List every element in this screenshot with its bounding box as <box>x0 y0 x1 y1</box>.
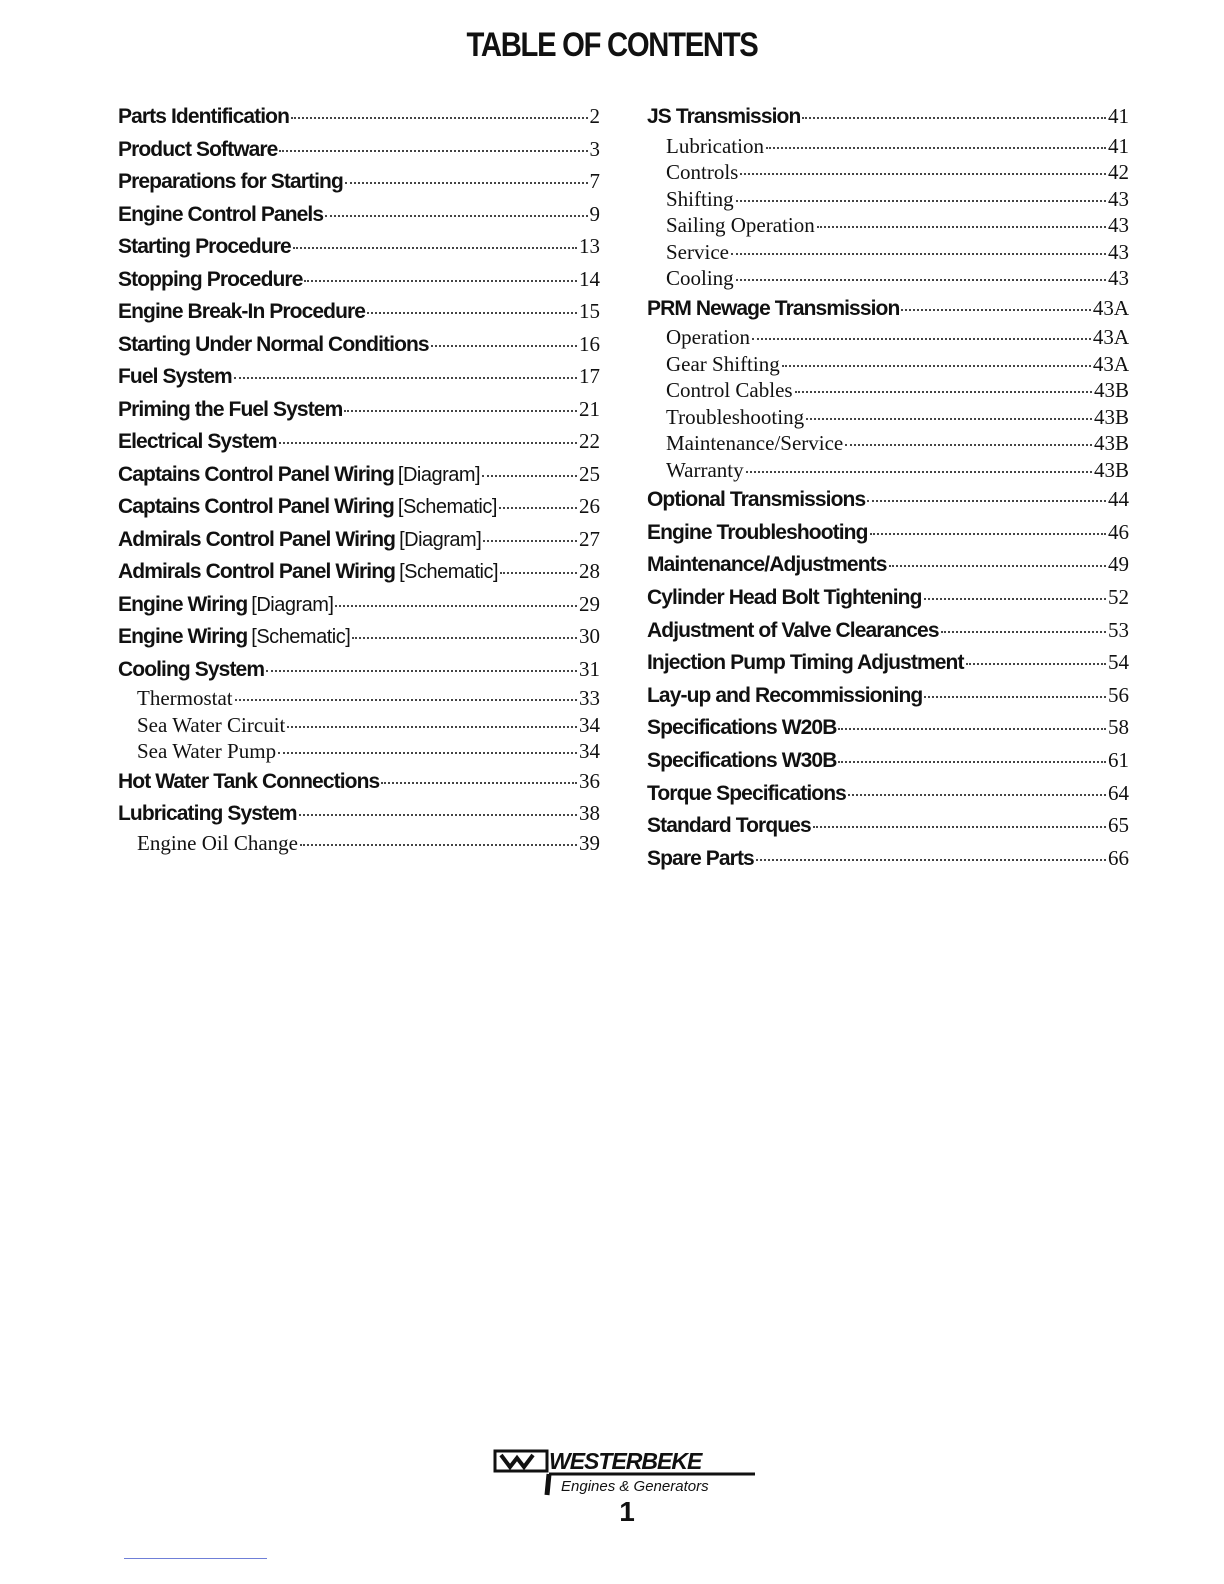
toc-entry-text <box>118 524 481 559</box>
toc-entry-text <box>647 239 729 269</box>
toc-page-number: 61 <box>1108 747 1129 772</box>
toc-subentry[interactable] <box>118 738 600 765</box>
toc-entry[interactable] <box>118 523 600 556</box>
dot-leader <box>291 117 587 119</box>
toc-entry-text <box>647 324 750 354</box>
toc-entry-label: Sailing Operation <box>666 213 815 238</box>
toc-page-number: 39 <box>579 830 600 855</box>
dot-leader <box>381 782 577 784</box>
toc-entry-note: [Diagram] <box>399 528 482 551</box>
logo-stem <box>547 1474 549 1495</box>
toc-page-number: 16 <box>579 331 600 356</box>
toc-subentry[interactable] <box>647 324 1129 351</box>
toc-entry-note: [Schematic] <box>397 496 497 518</box>
toc-entry-label: Controls <box>666 160 739 185</box>
toc-page-number: 13 <box>579 234 600 258</box>
toc-entry-text <box>647 293 899 328</box>
toc-page-number: 25 <box>579 461 600 486</box>
footer-rule <box>124 1558 267 1559</box>
toc-entry-text <box>118 459 480 494</box>
toc-subentry[interactable] <box>647 265 1129 292</box>
toc-page-number: 43A <box>1092 325 1129 350</box>
dot-leader <box>848 794 1106 796</box>
toc-entry-label: Standard Torques <box>647 814 811 838</box>
toc-entry[interactable] <box>647 614 1129 647</box>
dot-leader <box>278 752 577 754</box>
toc-entry[interactable] <box>118 230 600 263</box>
toc-page-number: 14 <box>579 266 600 291</box>
toc-entry-text <box>647 712 836 747</box>
toc-entry-label: Lubrication <box>666 133 764 158</box>
toc-entry[interactable] <box>118 393 600 426</box>
toc-entry-label: Lay-up and Recommissioning <box>647 683 923 707</box>
toc-entry[interactable] <box>647 744 1129 777</box>
toc-page-number: 38 <box>579 801 600 825</box>
toc-entry[interactable] <box>118 133 600 166</box>
toc-entry-label: Cooling System <box>118 657 265 681</box>
toc-entry-text <box>647 615 939 650</box>
toc-subentry[interactable] <box>647 351 1129 378</box>
toc-entry-text <box>118 491 497 526</box>
dot-leader <box>901 309 1090 311</box>
toc-entry[interactable] <box>647 842 1129 875</box>
dot-leader <box>500 572 577 574</box>
dot-leader <box>300 844 577 846</box>
dot-leader <box>431 345 577 347</box>
toc-entry-label: Engine Troubleshooting <box>647 520 868 544</box>
toc-entry-label: Product Software <box>118 137 278 161</box>
toc-entry[interactable] <box>118 490 600 523</box>
toc-entry-text <box>647 484 865 519</box>
toc-entry[interactable] <box>647 711 1129 744</box>
toc-entry-label: Gear Shifting <box>666 351 780 376</box>
toc-page-number: 31 <box>579 656 600 681</box>
toc-entry-label: Warranty <box>666 457 744 482</box>
toc-entry[interactable] <box>647 292 1129 325</box>
toc-page-number: 42 <box>1108 160 1129 185</box>
toc-subentry[interactable] <box>647 159 1129 186</box>
toc-entry-text <box>118 766 379 801</box>
toc-entry-label: Admirals Control Panel Wiring <box>118 560 396 583</box>
dot-leader <box>802 117 1106 119</box>
dot-leader <box>766 147 1106 149</box>
dot-leader <box>740 173 1106 175</box>
dot-leader <box>367 312 577 314</box>
logo-w-mark <box>501 1455 533 1467</box>
dot-leader <box>279 150 587 152</box>
dot-leader <box>325 215 587 217</box>
toc-page-number: 22 <box>579 429 600 453</box>
toc-entry-text <box>118 589 333 624</box>
toc-page-number: 9 <box>589 201 600 226</box>
toc-page-number: 52 <box>1108 584 1129 609</box>
toc-entry-text <box>118 654 264 689</box>
dot-leader <box>941 631 1106 633</box>
toc-entry-text <box>118 199 323 234</box>
toc-entry[interactable] <box>118 165 600 198</box>
toc-entry-text <box>647 745 836 780</box>
toc-entry-text <box>118 134 277 169</box>
toc-entry-label: Specifications W20B <box>647 716 837 740</box>
toc-entry-note: [Schematic] <box>399 561 499 583</box>
toc-page-number: 43B <box>1093 431 1129 456</box>
toc-page-number: 43B <box>1093 404 1129 429</box>
toc-entry[interactable] <box>647 100 1129 133</box>
toc-entry-label: PRM Newage Transmission <box>647 296 900 320</box>
toc-entry-text <box>118 361 232 396</box>
toc-entry[interactable] <box>647 777 1129 810</box>
toc-page-number: 41 <box>1108 104 1129 128</box>
toc-page-number: 2 <box>589 104 600 128</box>
toc-entry-text <box>647 430 843 460</box>
dot-leader <box>352 637 577 639</box>
dot-leader <box>838 728 1106 730</box>
toc-entry-text <box>647 101 800 136</box>
toc-page-number: 65 <box>1108 813 1129 838</box>
toc-entry[interactable] <box>647 581 1129 614</box>
toc-entry-text <box>647 647 964 682</box>
toc-subentry[interactable] <box>647 133 1129 160</box>
toc-page-number: 54 <box>1108 650 1129 675</box>
toc-page-number: 43A <box>1092 351 1129 376</box>
toc-entry-text <box>647 517 868 552</box>
toc-entry[interactable] <box>647 679 1129 712</box>
toc-entry-label: Stopping Procedure <box>118 267 303 291</box>
toc-entry-text <box>118 231 291 266</box>
toc-entry-label: Electrical System <box>118 430 277 453</box>
toc-page-number: 44 <box>1108 487 1129 512</box>
dot-leader <box>235 699 577 701</box>
toc-page-number: 56 <box>1108 682 1129 707</box>
toc-entry[interactable] <box>647 548 1129 581</box>
dot-leader <box>234 377 577 379</box>
toc-entry-text <box>118 264 302 299</box>
toc-entry-text <box>118 426 277 461</box>
page-number: 1 <box>619 1496 635 1527</box>
toc-page-number: 34 <box>579 712 600 737</box>
toc-entry-label: Torque Specifications <box>647 781 846 805</box>
toc-page-number: 43B <box>1093 378 1129 403</box>
toc-entry[interactable] <box>647 809 1129 842</box>
toc-entry-text <box>647 582 922 617</box>
dot-leader <box>335 605 577 607</box>
toc-entry-text <box>647 810 811 845</box>
dot-leader <box>482 475 577 477</box>
toc-entry[interactable] <box>118 100 600 133</box>
toc-subentry[interactable] <box>118 830 600 857</box>
toc-entry-label: Priming the Fuel System <box>118 397 343 421</box>
toc-entry-text <box>118 830 298 860</box>
dot-leader <box>344 410 577 412</box>
toc-entry-text <box>118 798 297 833</box>
toc-page-number: 17 <box>579 364 600 388</box>
toc-entry-text <box>647 680 922 715</box>
toc-page-number: 58 <box>1108 715 1129 740</box>
toc-subentry[interactable] <box>647 457 1129 484</box>
toc-entry-label: JS Transmission <box>647 105 801 128</box>
toc-page-number: 30 <box>579 624 600 648</box>
toc-entry[interactable] <box>118 555 600 588</box>
toc-entry-label: Thermostat <box>137 686 233 710</box>
dot-leader <box>795 391 1092 393</box>
toc-entry-label: Operation <box>666 325 750 350</box>
toc-entry-label: Starting Procedure <box>118 235 291 258</box>
dot-leader <box>817 226 1106 228</box>
toc-entry-text <box>647 133 764 163</box>
toc-entry-label: Sea Water Pump <box>137 739 277 763</box>
toc-page-number: 53 <box>1108 617 1129 642</box>
toc-entry-text <box>647 843 754 878</box>
toc-page-number: 43B <box>1093 457 1129 482</box>
toc-page-number: 43A <box>1092 295 1129 320</box>
dot-leader <box>752 338 1091 340</box>
dot-leader <box>845 444 1092 446</box>
toc-entry-label: Engine Break-In Procedure <box>118 300 366 323</box>
toc-page-number: 66 <box>1108 845 1129 870</box>
dot-leader <box>304 280 577 282</box>
dot-leader <box>924 696 1106 698</box>
dot-leader <box>966 663 1106 665</box>
toc-entry-note: [Diagram] <box>397 463 481 486</box>
toc-entry-label: Lubricating System <box>118 802 297 825</box>
toc-page-number: 43 <box>1108 213 1129 238</box>
toc-entry-label: Parts Identification <box>118 105 290 128</box>
dot-leader <box>287 726 577 728</box>
dot-leader <box>736 200 1106 202</box>
dot-leader <box>266 670 577 672</box>
toc-page-number: 34 <box>579 739 600 763</box>
dot-leader <box>867 500 1106 502</box>
toc-entry-label: Captains Control Panel Wiring <box>118 495 394 518</box>
dot-leader <box>483 540 577 542</box>
dot-leader <box>889 565 1106 567</box>
toc-entry-text <box>647 404 804 434</box>
toc-entry-text <box>647 212 815 242</box>
toc-entry[interactable] <box>118 797 600 830</box>
toc-entry-text <box>118 166 343 201</box>
toc-entry-label: Starting Under Normal Conditions <box>118 332 429 356</box>
toc-entry[interactable] <box>118 425 600 458</box>
toc-entry-text <box>647 351 780 381</box>
toc-entry[interactable] <box>118 360 600 393</box>
toc-page-number: 33 <box>579 686 600 710</box>
toc-entry-label: Sea Water Circuit <box>137 712 286 737</box>
toc-entry-label: Maintenance/Adjustments <box>647 553 887 577</box>
toc-entry-label: Cooling <box>666 266 734 291</box>
toc-page-number: 43 <box>1108 186 1129 211</box>
toc-page-number: 28 <box>579 559 600 583</box>
toc-page-number: 15 <box>579 299 600 323</box>
page-title: TABLE OF CONTENTS <box>466 26 758 64</box>
toc-page-number: 26 <box>579 494 600 518</box>
toc-entry-label: Captains Control Panel Wiring <box>118 462 394 486</box>
toc-entry[interactable] <box>118 263 600 296</box>
toc-entry-text <box>647 377 793 407</box>
toc-entry-text <box>118 394 342 429</box>
brand-name: WESTERBEKE <box>549 1448 702 1474</box>
toc-entry[interactable] <box>647 516 1129 549</box>
toc-entry-label: Control Cables <box>666 378 793 403</box>
toc-entry[interactable] <box>118 653 600 686</box>
westerbeke-logo <box>493 1447 763 1497</box>
dot-leader <box>299 814 577 816</box>
toc-entry-label: Engine Wiring <box>118 625 248 648</box>
toc-entry-text <box>118 712 285 742</box>
toc-entry-label: Engine Wiring <box>118 592 248 616</box>
toc-entry-label: Spare Parts <box>647 846 754 870</box>
dot-leader <box>870 533 1106 535</box>
toc-page-number: 7 <box>589 169 600 193</box>
toc-page-number: 21 <box>579 396 600 421</box>
toc-entry-label: Service <box>666 239 729 264</box>
toc-entry-text <box>647 159 738 189</box>
brand-tagline: Engines & Generators <box>561 1478 709 1495</box>
toc-page-number: 27 <box>579 526 600 551</box>
toc-entry[interactable] <box>118 588 600 621</box>
toc-page-number: 36 <box>579 768 600 793</box>
toc-entry[interactable] <box>118 458 600 491</box>
toc-entry[interactable] <box>118 620 600 653</box>
toc-page-number: 46 <box>1108 519 1129 544</box>
toc-entry-label: Troubleshooting <box>666 404 805 429</box>
dot-leader <box>756 859 1106 861</box>
dot-leader <box>924 598 1106 600</box>
toc-entry-label: Injection Pump Timing Adjustment <box>647 651 964 675</box>
toc-left-column <box>118 100 600 856</box>
dot-leader <box>499 507 577 509</box>
dot-leader <box>293 247 577 249</box>
dot-leader <box>806 418 1092 420</box>
dot-leader <box>746 471 1092 473</box>
toc-subentry[interactable] <box>647 239 1129 266</box>
dot-leader <box>838 761 1106 763</box>
toc-entry-text <box>647 186 734 216</box>
dot-leader <box>736 279 1106 281</box>
toc-page-number: 43 <box>1108 266 1129 291</box>
toc-entry[interactable] <box>118 328 600 361</box>
toc-entry-label: Shifting <box>666 186 734 211</box>
toc-page-number: 49 <box>1108 552 1129 577</box>
toc-subentry[interactable] <box>647 404 1129 431</box>
toc-entry-text <box>647 778 846 813</box>
toc-entry-label: Hot Water Tank Connections <box>118 769 380 793</box>
toc-entry-label: Specifications W30B <box>647 748 837 772</box>
toc-entry-text <box>647 457 744 487</box>
toc-entry[interactable] <box>118 765 600 798</box>
dot-leader <box>731 253 1106 255</box>
dot-leader <box>782 365 1091 367</box>
toc-entry-text <box>118 296 365 331</box>
toc-entry-label: Cylinder Head Bolt Tightening <box>647 585 922 609</box>
toc-entry-label: Preparations for Starting <box>118 170 343 193</box>
toc-entry[interactable] <box>118 198 600 231</box>
toc-entry-text <box>647 549 887 584</box>
toc-entry-label: Maintenance/Service <box>666 431 844 456</box>
toc-page-number: 43 <box>1108 239 1129 264</box>
dot-leader <box>279 442 577 444</box>
toc-entry[interactable] <box>647 646 1129 679</box>
toc-entry[interactable] <box>647 483 1129 516</box>
toc-entry-text <box>647 265 734 295</box>
toc-page-number: 3 <box>589 136 600 161</box>
toc-entry-label: Optional Transmissions <box>647 488 866 512</box>
toc-subentry[interactable] <box>118 712 600 739</box>
toc-subentry[interactable] <box>647 377 1129 404</box>
toc-entry-label: Admirals Control Panel Wiring <box>118 527 396 551</box>
toc-subentry[interactable] <box>647 430 1129 457</box>
toc-entry-note: [Diagram] <box>251 593 334 616</box>
dot-leader <box>813 826 1106 828</box>
toc-entry-note: [Schematic] <box>251 626 351 648</box>
toc-subentry[interactable] <box>647 212 1129 239</box>
toc-entry-label: Engine Oil Change <box>137 830 298 855</box>
toc-entry-label: Adjustment of Valve Clearances <box>647 618 939 642</box>
toc-page-number: 41 <box>1108 133 1129 158</box>
toc-entry-text <box>118 329 429 364</box>
toc-entry[interactable] <box>118 295 600 328</box>
toc-subentry[interactable] <box>647 186 1129 213</box>
toc-entry-text <box>118 556 498 591</box>
dot-leader <box>345 182 588 184</box>
toc-entry-label: Fuel System <box>118 365 232 388</box>
toc-page-number: 29 <box>579 591 600 616</box>
toc-entry-text <box>118 621 350 656</box>
toc-subentry[interactable] <box>118 685 600 712</box>
toc-right-column <box>647 100 1129 874</box>
toc-entry-text <box>118 101 289 136</box>
toc-entry-label: Engine Control Panels <box>118 202 324 226</box>
toc-entry-text <box>118 685 233 715</box>
toc-page-number: 64 <box>1108 780 1129 805</box>
toc-entry-text <box>118 738 276 768</box>
